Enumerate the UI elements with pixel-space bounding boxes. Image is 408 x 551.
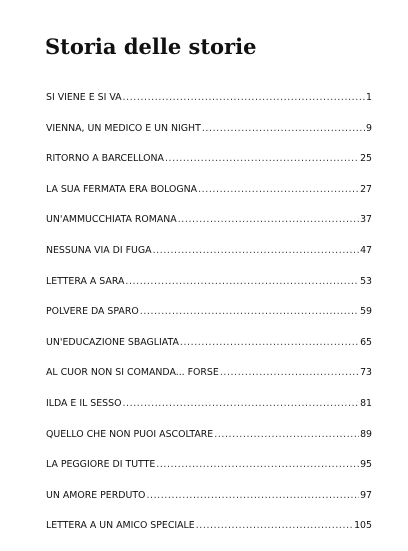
toc-page-number: 97 (360, 489, 372, 501)
toc-dot-leader (146, 490, 359, 501)
table-of-contents (46, 92, 372, 551)
toc-page-number: 89 (360, 428, 372, 440)
toc-entry[interactable] (46, 184, 372, 215)
toc-entry[interactable] (46, 429, 372, 460)
toc-entry-title: AL CUOR NON SI COMANDA... FORSE (46, 367, 219, 379)
toc-dot-leader (178, 214, 359, 225)
toc-page-number: 105 (354, 520, 372, 532)
toc-page-number: 27 (360, 183, 372, 195)
toc-entry[interactable] (46, 367, 372, 398)
toc-dot-leader (123, 92, 365, 103)
toc-page-number: 1 (366, 92, 372, 103)
toc-entry-title: POLVERE DA SPARO (46, 306, 139, 318)
toc-entry-title: VIENNA, UN MEDICO E UN NIGHT (46, 122, 201, 134)
toc-page-number: 81 (360, 397, 372, 409)
toc-entry[interactable] (46, 214, 372, 245)
toc-entry[interactable] (46, 337, 372, 368)
toc-entry-title: ILDA E IL SESSO (46, 397, 122, 409)
toc-entry[interactable] (46, 459, 372, 490)
page-title: Storia delle storie (45, 34, 257, 59)
toc-entry-title: RITORNO A BARCELLONA (46, 153, 164, 165)
toc-dot-leader (198, 184, 359, 195)
toc-entry[interactable] (46, 245, 372, 276)
toc-entry-title: LETTERA A UN AMICO SPECIALE (46, 520, 195, 532)
toc-page-number: 25 (360, 153, 372, 165)
toc-entry-title: NESSUNA VIA DI FUGA (46, 244, 152, 256)
toc-entry-title: UN'AMMUCCHIATA ROMANA (46, 214, 177, 226)
toc-page-number: 37 (360, 214, 372, 226)
toc-entry-title: LETTERA A SARA (46, 275, 125, 287)
toc-page-number: 9 (366, 122, 372, 134)
toc-dot-leader (140, 306, 359, 317)
toc-dot-leader (202, 123, 365, 134)
toc-entry[interactable] (46, 398, 372, 429)
toc-dot-leader (156, 459, 359, 470)
toc-entry-title: SI VIENE E SI VA (46, 92, 122, 103)
toc-page-number: 95 (360, 459, 372, 471)
toc-dot-leader (196, 520, 353, 531)
toc-entry[interactable] (46, 92, 372, 123)
toc-entry-title: LA SUA FERMATA ERA BOLOGNA (46, 183, 198, 195)
toc-page-number: 65 (360, 336, 372, 348)
toc-entry-title: LA PEGGIORE DI TUTTE (46, 459, 156, 471)
toc-entry-title: UN'EDUCAZIONE SBAGLIATA (46, 336, 179, 348)
toc-page-number: 47 (360, 244, 372, 256)
toc-entry[interactable] (46, 153, 372, 184)
toc-dot-leader (165, 153, 359, 164)
toc-page-number: 53 (360, 275, 372, 287)
toc-page-number: 59 (360, 306, 372, 318)
toc-dot-leader (220, 367, 359, 378)
toc-dot-leader (180, 337, 359, 348)
toc-entry[interactable] (46, 306, 372, 337)
toc-entry-title: QUELLO CHE NON PUOI ASCOLTARE (46, 428, 214, 440)
toc-dot-leader (122, 398, 359, 409)
toc-dot-leader (153, 245, 359, 256)
toc-entry[interactable] (46, 490, 372, 521)
toc-entry-title: UN AMORE PERDUTO (46, 489, 146, 501)
toc-dot-leader (214, 429, 359, 440)
toc-entry[interactable] (46, 123, 372, 154)
toc-page-number: 73 (360, 367, 372, 379)
toc-entry[interactable] (46, 276, 372, 307)
toc-dot-leader (125, 276, 359, 287)
toc-entry[interactable] (46, 520, 372, 551)
